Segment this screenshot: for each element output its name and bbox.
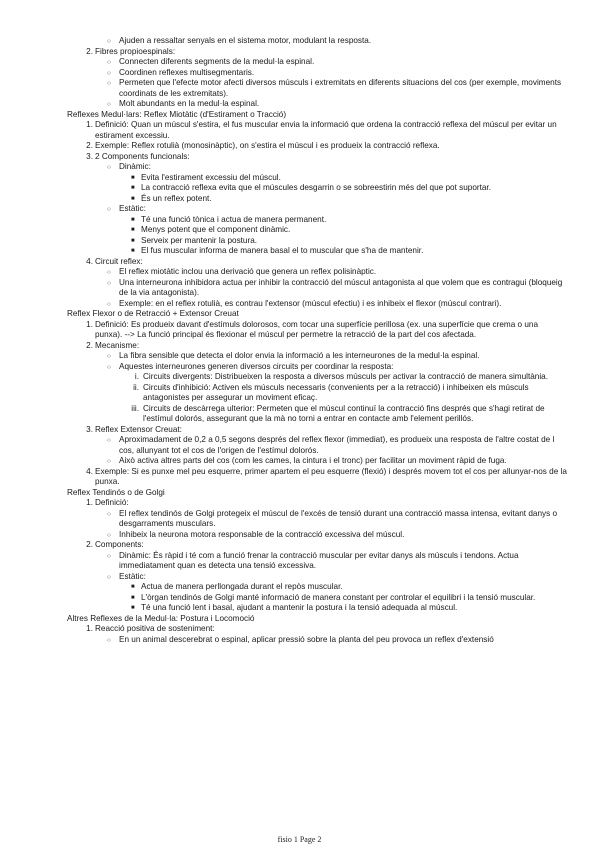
square-bullet-icon: ■ bbox=[131, 594, 135, 601]
hollow-circle-bullet-icon: ○ bbox=[107, 573, 111, 581]
square-bullet-icon: ■ bbox=[131, 185, 135, 191]
list-item bbox=[95, 36, 567, 47]
list-item: i. Circuits divergents: Distribueixen la resposta a diversos músculs per activar la contracció de manera simultània. bbox=[134, 372, 548, 381]
section-heading: Reflex Tendinós o de Golgi bbox=[67, 487, 165, 497]
list-item: 4. Exemple: Si es punxe mel peu esquerre, primer apartem el peu esquerre (flexió) i després movem tot el cos per allunyar-nos de la punxa. bbox=[86, 466, 567, 486]
list-miotatic bbox=[67, 120, 567, 309]
square-bullet-icon: ■ bbox=[131, 216, 135, 223]
list-item: 1. Definició: ○ El reflex tendinós de Golgi protegeix el múscul de l'excés de tensió durant una contracció massa intensa, evitant danys o desgarraments musculars. ○ Inhibeix la neurona motora responsable de la contracció excessiva del múscul. bbox=[95, 498, 567, 540]
hollow-circle-bullet-icon: ○ bbox=[107, 353, 111, 360]
list-item: ○ Ajuden a ressaltar senyals en el sistema motor, modulant la resposta. bbox=[107, 36, 372, 45]
hollow-circle-bullet-icon: ○ bbox=[107, 300, 111, 308]
list-item: ■ És un reflex potent. bbox=[131, 193, 212, 203]
list-item: ○ El reflex miotàtic inclou una derivació que genera un reflex polisinàptic. bbox=[107, 267, 377, 276]
section-heading: Altres Reflexes de la Medul·la: Postura i Locomoció bbox=[67, 613, 255, 623]
list-item: ○ Dinàmic: És ràpid i té com a funció frenar la contracció muscular per evitar danys als músculs i tendons. Actua immediatament quan es detecta una tensió excessiva. bbox=[107, 550, 519, 570]
list-item: ○ Dinàmic: ■ Evita l'estirament excessiu del múscul. ■ La contracció reflexa evita que el múscules desgarrin o se sobreestirin més del que pot suportar. ■ És un reflex potent. bbox=[119, 162, 567, 204]
list-item: ■ Té una funció lent i basal, ajudant a mantenir la postura i la tensió adequada al múscul. bbox=[131, 603, 458, 612]
list-fibres bbox=[67, 36, 567, 110]
list-item: iii. Circuits de descàrrega ulterior: Permeten que el múscul continuï la contracció fins després que s'hagi retirat de l'estímul dolorós, assegurant que la mà no torni a entrar en contacte amb l'element perillós. bbox=[131, 403, 545, 423]
section-heading: Reflex Flexor o de Retracció + Extensor Creuat bbox=[67, 309, 239, 318]
square-bullet-icon: ■ bbox=[131, 605, 135, 611]
hollow-circle-bullet-icon: ○ bbox=[107, 38, 111, 45]
list-item: ■ Actua de manera perllongada durant el repòs muscular. bbox=[131, 582, 343, 591]
hollow-circle-bullet-icon: ○ bbox=[107, 269, 111, 276]
list-item: 2. Components: ○ Dinàmic: És ràpid i té com a funció frenar la contracció muscular per evitar danys als músculs i tendons. Actua immediatament quan es detecta una tensió excessiva. ○ Estàtic: ■ Actua de manera perllongada durant el repòs muscular. ■ L'òrgan tendinós de Golgi manté informació de manera constant per controlar el equilibri i la tensió muscular. ■ Té una funció lent i basal, ajudant a mantenir la postura i la tensió adequada al múscul. bbox=[95, 540, 567, 614]
list-item: ○ Una interneurona inhibidora actua per inhibir la contracció del múscul antagonista al que volem que es contragui (bloqueig de la via antagonista). bbox=[107, 277, 563, 297]
hollow-circle-bullet-icon: ○ bbox=[107, 552, 111, 560]
list-item: ○ Aproximadament de 0,2 a 0,5 segons després del reflex flexor (immediat), es produeix una resposta de l'altre costat de l cos, allunyant tot el cos de l'origen de l'estímul dolorós. bbox=[107, 435, 555, 455]
list-item: ○ Permeten que l'efecte motor afecti diversos músculs i extremitats en diferents situacions del cos (per exemple, moviments coordinats de les extremitats). bbox=[107, 78, 562, 98]
hollow-circle-bullet-icon: ○ bbox=[107, 206, 111, 213]
hollow-circle-bullet-icon: ○ bbox=[107, 101, 111, 108]
list-item: 1. Reacció positiva de sosteniment: ○ En un animal descerebrat o espinal, aplicar pressió sobre la planta del peu provoca un reflex d'extensió bbox=[95, 624, 567, 645]
list-item: ○ Molt abundants en la medul·la espinal. bbox=[107, 99, 260, 108]
list-item: 2. Fibres propioespinals: ○ Connecten diferents segments de la medul·la espinal. ○ Coordinen reflexes multisegmentaris. ○ Permeten que l'efecte motor afecti diversos músculs i extremitats en diferents situacions del cos (per exemple, moviments coordinats de les extremitats). ○ Molt abundants en la medul·la espinal. bbox=[95, 47, 567, 110]
list-item: ■ Evita l'estirament excessiu del múscul. bbox=[131, 172, 281, 182]
hollow-circle-bullet-icon: ○ bbox=[107, 363, 111, 371]
hollow-circle-bullet-icon: ○ bbox=[107, 164, 111, 171]
square-bullet-icon: ■ bbox=[131, 237, 135, 244]
list-item: ■ La contracció reflexa evita que el múscules desgarrin o se sobreestirin més del que pot suportar. bbox=[131, 183, 491, 192]
list-item: 2. Exemple: Reflex rotulià (monosinàptic), on s'estira el múscul i es produeix la contracció reflexa. bbox=[86, 141, 440, 150]
hollow-circle-bullet-icon: ○ bbox=[107, 59, 111, 66]
list-flexor bbox=[67, 320, 567, 488]
section-heading: Reflexes Medul·lars: Reflex Miotàtic (d'Estirament o Tracció) bbox=[67, 109, 287, 119]
list-item: ○ En un animal descerebrat o espinal, aplicar pressió sobre la planta del peu provoca un reflex d'extensió bbox=[107, 634, 494, 644]
list-item: 2. Mecanisme: ○ La fibra sensible que detecta el dolor envia la informació a les interneurones de la medul·la espinal. ○ Aquestes interneurones generen diversos circuits per coordinar la resposta: i. Circuits divergents: Distribueixen la resposta a diversos músculs per activar la contracció de manera simultània. ii. Circuits d'inhibició: Activen els músculs necessaris (convenients per a la retracció) i inhibeixen els músculs antagonistes per assegurar un moviment eficaç. iii. Circuits de descàrrega ulterior: Permeten que el múscul continuï la contracció fins després que s'hagi retirat de l'estímul dolorós, assegurant que la mà no torni a entrar en contacte amb l'element perillós. bbox=[95, 341, 567, 425]
list-item: ○ Inhibeix la neurona motora responsable de la contracció excessiva del múscul. bbox=[107, 529, 405, 539]
list-item: ○ El reflex tendinós de Golgi protegeix el múscul de l'excés de tensió durant una contracció massa intensa, evitant danys o desgarraments musculars. bbox=[107, 508, 558, 528]
list-item: ○ Coordinen reflexes multisegmentaris. bbox=[107, 67, 255, 77]
list-item: ii. Circuits d'inhibició: Activen els músculs necessaris (convenients per a la retracció) i inhibeixen els músculs antagonistes per assegurar un moviment eficaç. bbox=[133, 382, 529, 402]
square-bullet-icon: ■ bbox=[131, 227, 135, 233]
list-item: ■ El fus muscular informa de manera basal el to muscular que s'ha de mantenir. bbox=[131, 246, 424, 255]
list-item: 3. 2 Components funcionals: ○ Dinàmic: ■ Evita l'estirament excessiu del múscul. ■ La contracció reflexa evita que el múscules desgarrin o se sobreestirin més del que pot suportar. ■ És un reflex potent. ○ Estàtic: ■ Té una funció tònica i actua de manera permanent. ■ Menys potent que el component dinàmic. ■ Serveix per mantenir la postura. ■ El fus muscular informa de manera basal el to muscular que s'ha de mantenir. bbox=[95, 152, 567, 257]
page-footer: fisio 1 Page 2 bbox=[277, 835, 322, 844]
square-bullet-icon: ■ bbox=[131, 584, 135, 590]
list-postura bbox=[67, 624, 567, 645]
square-bullet-icon: ■ bbox=[131, 195, 135, 202]
list-item: ■ L'òrgan tendinós de Golgi manté informació de manera constant per controlar el equilibri i la tensió muscular. bbox=[131, 592, 536, 602]
list-item: ○ Exemple: en el reflex rotulià, es contrau l'extensor (múscul efectiu) i es inhibeix el flexor (múscul contrari). bbox=[107, 298, 502, 308]
list-item: ○ La fibra sensible que detecta el dolor envia la informació a les interneurones de la medul·la espinal. bbox=[107, 351, 480, 360]
list-item: ○ Estàtic: ■ Actua de manera perllongada durant el repòs muscular. ■ L'òrgan tendinós de Golgi manté informació de manera constant per controlar el equilibri i la tensió muscular. ■ Té una funció lent i basal, ajudant a mantenir la postura i la tensió adequada al múscul. bbox=[119, 572, 567, 614]
list-item: 1. Definició: Es produeix davant d'estímuls dolorosos, com tocar una superfície perillosa (ex. una superfície que crema o una punxa). --> La funció principal és flexionar el múscul per permetre la retracció de la part del cos afectada. bbox=[86, 319, 539, 339]
list-item: ○ Aquestes interneurones generen diversos circuits per coordinar la resposta: i. Circuits divergents: Distribueixen la resposta a diversos músculs per activar la contracció de manera simultània. ii. Circuits d'inhibició: Activen els músculs necessaris (convenients per a la retracció) i inhibeixen els músculs antagonistes per assegurar un moviment eficaç. iii. Circuits de descàrrega ulterior: Permeten que el múscul continuï la contracció fins després que s'hagi retirat de l'estímul dolorós, assegurant que la mà no torni a entrar en contacte amb l'element perillós. bbox=[119, 362, 567, 425]
hollow-circle-bullet-icon: ○ bbox=[107, 458, 111, 465]
list-item: 1. Definició: Quan un múscul s'estira, el fus muscular envia la informació que ordena la contracció reflexa del múscul per evitar un estirament excessiu. bbox=[86, 120, 557, 140]
hollow-circle-bullet-icon: ○ bbox=[107, 437, 111, 444]
square-bullet-icon: ■ bbox=[131, 248, 135, 254]
list-golgi bbox=[67, 498, 567, 614]
list-item: 4. Circuit reflex: ○ El reflex miotàtic inclou una derivació que genera un reflex polisinàptic. ○ Una interneurona inhibidora actua per inhibir la contracció del múscul antagonista al que volem que es contragui (bloqueig de la via antagonista). ○ Exemple: en el reflex rotulià, es contrau l'extensor (múscul efectiu) i es inhibeix el flexor (múscul contrari). bbox=[95, 257, 567, 310]
hollow-circle-bullet-icon: ○ bbox=[107, 531, 111, 539]
hollow-circle-bullet-icon: ○ bbox=[107, 69, 111, 77]
list-item: ■ Serveix per mantenir la postura. bbox=[131, 235, 258, 245]
list-item: ■ Menys potent que el component dinàmic. bbox=[131, 225, 291, 234]
list-item: 3. Reflex Extensor Creuat: ○ Aproximadament de 0,2 a 0,5 segons després del reflex flexor (immediat), es produeix una resposta de l'altre costat de l cos, allunyant tot el cos de l'origen de l'estímul dolorós. ○ Això activa altres parts del cos (com les cames, la cintura i el tronc) per facilitar un moviment ràpid de fuga. bbox=[95, 425, 567, 467]
hollow-circle-bullet-icon: ○ bbox=[107, 279, 111, 287]
hollow-circle-bullet-icon: ○ bbox=[107, 80, 111, 87]
list-item: ○ Això activa altres parts del cos (com les cames, la cintura i el tronc) per facilitar un moviment ràpid de fuga. bbox=[107, 456, 507, 465]
list-item: ○ Connecten diferents segments de la medul·la espinal. bbox=[107, 57, 315, 66]
square-bullet-icon: ■ bbox=[131, 174, 135, 181]
hollow-circle-bullet-icon: ○ bbox=[107, 510, 111, 518]
list-item: ○ Estàtic: ■ Té una funció tònica i actua de manera permanent. ■ Menys potent que el component dinàmic. ■ Serveix per mantenir la postura. ■ El fus muscular informa de manera basal el to muscular que s'ha de mantenir. bbox=[119, 204, 567, 257]
hollow-circle-bullet-icon: ○ bbox=[107, 636, 111, 644]
list-item: ■ Té una funció tònica i actua de manera permanent. bbox=[131, 214, 327, 224]
document-body bbox=[67, 36, 567, 645]
